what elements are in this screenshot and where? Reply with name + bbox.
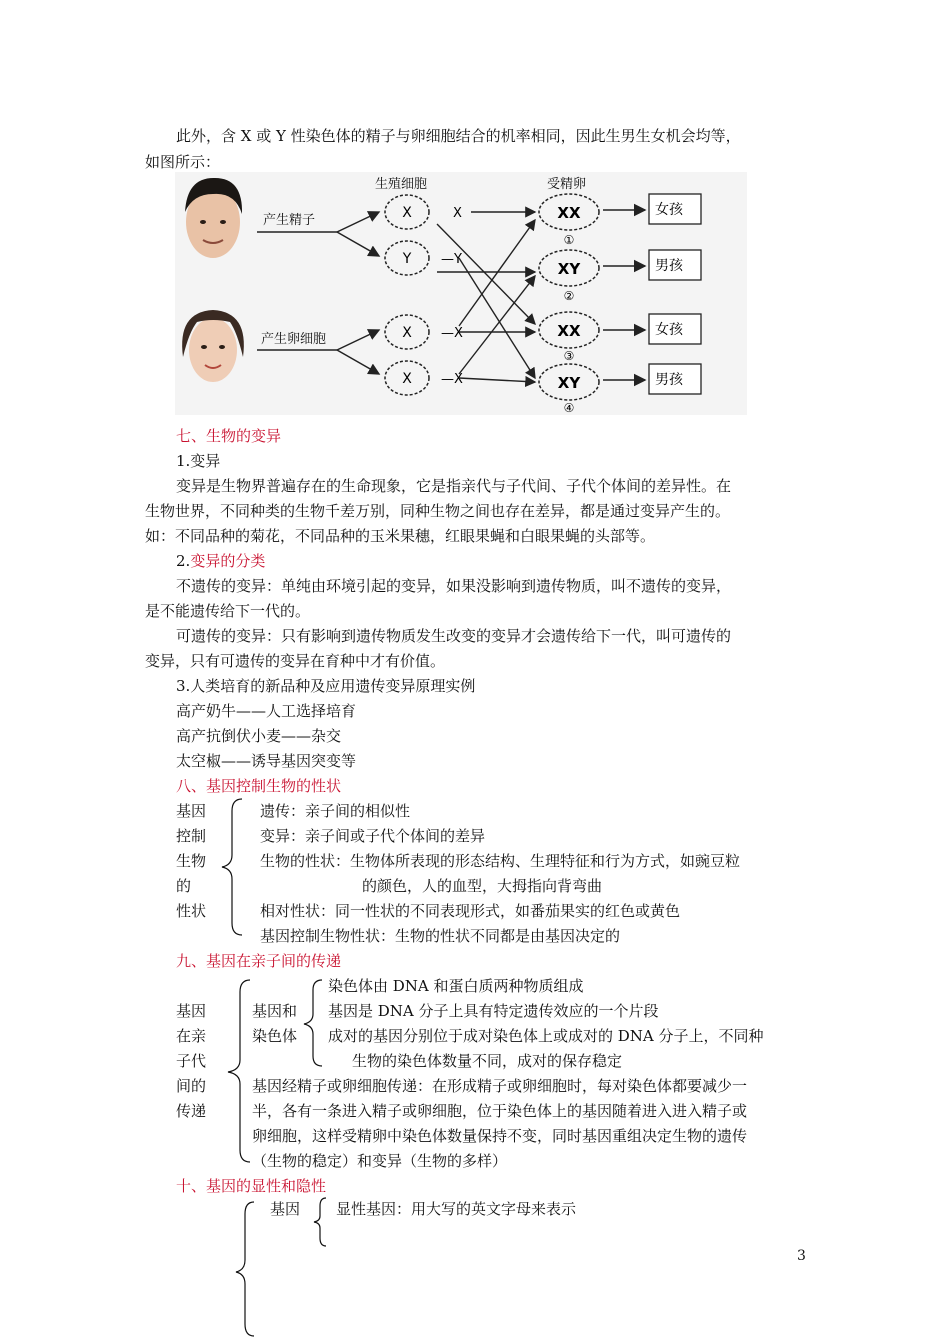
section-8-left-4: 的: [176, 877, 192, 895]
section-9-transfer-line-3: 卵细胞，这样受精卵中染色体数量保持不变，同时基因重组决定生物的遗传: [252, 1127, 748, 1145]
section-7-3-title: 3.人类培育的新品种及应用遗传变异原理实例: [176, 677, 476, 695]
section-10-gene: 基因: [270, 1200, 301, 1218]
section-8-left-1: 基因: [176, 802, 207, 820]
result-1: 女孩: [655, 202, 683, 218]
section-8-title: 八、基因控制生物的性状: [176, 777, 342, 795]
section-9-outer-brace: [224, 978, 254, 1164]
section-9-left-1: 基因: [176, 1002, 207, 1020]
germ-cell-3: X: [402, 325, 412, 341]
section-7-p2-line-1: 不遗传的变异：单纯由环境引起的变异，如果没影响到遗传物质，叫不遗传的变异，: [176, 577, 732, 595]
female-face-image: [182, 310, 244, 382]
section-7-1-title: [176, 451, 220, 471]
section-7-p2-line-2: 是不能遗传给下一代的。: [145, 602, 311, 620]
section-8-left-5: 性状: [176, 902, 207, 920]
section-7-p1-line-1: 变异是生物界普遍存在的生命现象，它是指亲代与子代间、子代个体间的差异性。在: [176, 477, 732, 495]
page-number: 3: [797, 1248, 806, 1264]
section-9-sub-item-1: 染色体由 DNA 和蛋白质两种物质组成: [328, 977, 584, 995]
intro-line-1: 此外，含 X 或 Y 性染色体的精子与卵细胞结合的机率相同，因此生男生女机会均等，: [176, 127, 741, 145]
zygote-1: XX: [557, 204, 581, 222]
section-9-left-2: 在亲: [176, 1027, 207, 1045]
male-face-image: [185, 178, 242, 258]
zygote-3: XX: [557, 322, 581, 340]
section-9-inner-brace: [300, 978, 326, 1068]
section-9-transfer-line-1: 基因经精子或卵细胞传递：在形成精子或卵细胞时，每对染色体都要减少一: [252, 1077, 748, 1095]
section-10-inner-brace: [310, 1196, 330, 1248]
zygote-number-2: ②: [563, 289, 575, 303]
section-8-item-3: 生物的性状：生物体所表现的形态结构、生理特征和行为方式，如豌豆粒: [260, 852, 741, 870]
section-7-p3-line-2: 变异，只有可遗传的变异在育种中才有价值。: [145, 652, 446, 670]
zygote-number-3: ③: [563, 349, 575, 363]
result-2: 男孩: [655, 258, 683, 274]
zygote-2: XY: [557, 260, 581, 278]
section-8-brace: [218, 797, 246, 937]
germ-cell-2: Y: [402, 251, 412, 267]
section-8-item-3-cont: 的颜色，人的血型，大拇指向背弯曲: [362, 877, 603, 895]
section-7-2-title: [176, 551, 265, 571]
chromosome-mark-1: X: [453, 206, 462, 221]
section-8-item-2: 变异：亲子间或子代个体间的差异: [260, 827, 486, 845]
section-9-left-4: 间的: [176, 1077, 207, 1095]
section-9-sub-label-1: 基因和: [252, 1002, 298, 1020]
section-10-outer-brace: [232, 1198, 258, 1338]
sperm-label: 产生精子: [263, 213, 316, 228]
section-9-sub-item-3: 成对的基因分别位于成对染色体上或成对的 DNA 分子上，不同种: [328, 1027, 764, 1045]
section-9-transfer-line-4: （生物的稳定）和变异（生物的多样）: [252, 1152, 508, 1170]
section-8-item-4: 相对性状：同一性状的不同表现形式，如番茄果实的红色或黄色: [260, 902, 681, 920]
section-9-left-3: 子代: [176, 1052, 207, 1070]
egg-label: 产生卵细胞: [261, 332, 327, 347]
section-9-left-5: 传递: [176, 1102, 207, 1120]
section-9-sub-label-2: 染色体: [252, 1027, 298, 1045]
section-7-1-label: 1.变异: [176, 452, 221, 470]
section-8-item-1: 遗传：亲子间的相似性: [260, 802, 411, 820]
germ-cell-1: X: [402, 205, 412, 221]
result-4: 男孩: [655, 372, 683, 388]
sex-determination-figure: [175, 172, 747, 415]
section-8-left-2: 控制: [176, 827, 207, 845]
zygote-4: XY: [557, 374, 581, 392]
chromosome-mark-2: —Y: [441, 252, 462, 267]
zygote-label: 受精卵: [547, 177, 587, 192]
section-7-title: 七、生物的变异: [176, 427, 282, 445]
example-3: 太空椒——诱导基因突变等: [176, 752, 357, 770]
section-8-left-3: 生物: [176, 852, 207, 870]
section-7-p1-line-3: 如：不同品种的菊花，不同品种的玉米果穗，红眼果蝇和白眼果蝇的头部等。: [145, 527, 656, 545]
section-7-p1-line-2: 生物世界，不同种类的生物千差万别，同种生物之间也存在差异，都是通过变异产生的。: [145, 502, 731, 520]
example-2: 高产抗倒伏小麦——杂交: [176, 727, 342, 745]
section-7-p3-line-1: 可遗传的变异：只有影响到遗传物质发生改变的变异才会遗传给下一代，叫可遗传的: [176, 627, 732, 645]
zygote-number-1: ①: [563, 233, 575, 247]
section-7-2-number: 2.: [176, 552, 191, 570]
chromosome-mark-3: —X: [441, 326, 463, 341]
section-10-dominant: 显性基因：用大写的英文字母来表示: [336, 1200, 577, 1218]
section-7-2-label: 变异的分类: [190, 552, 266, 570]
section-10-title: 十、基因的显性和隐性: [176, 1177, 327, 1195]
zygote-number-4: ④: [563, 401, 575, 415]
section-9-sub-item-3-cont: 生物的染色体数量不同，成对的保存稳定: [352, 1052, 623, 1070]
chromosome-mark-4: —X: [441, 372, 463, 387]
example-1: 高产奶牛——人工选择培育: [176, 702, 357, 720]
germ-cell-4: X: [402, 371, 412, 387]
result-3: 女孩: [655, 322, 683, 338]
section-9-transfer-line-2: 半，各有一条进入精子或卵细胞，位于染色体上的基因随着进入进入精子或: [252, 1102, 748, 1120]
intro-line-2: 如图所示：: [145, 153, 221, 171]
section-9-title: 九、基因在亲子间的传递: [176, 952, 342, 970]
section-8-item-5: 基因控制生物性状：生物的性状不同都是由基因决定的: [260, 927, 621, 945]
section-9-sub-item-2: 基因是 DNA 分子上具有特定遗传效应的一个片段: [328, 1002, 659, 1020]
germ-cell-label: 生殖细胞: [375, 177, 428, 192]
